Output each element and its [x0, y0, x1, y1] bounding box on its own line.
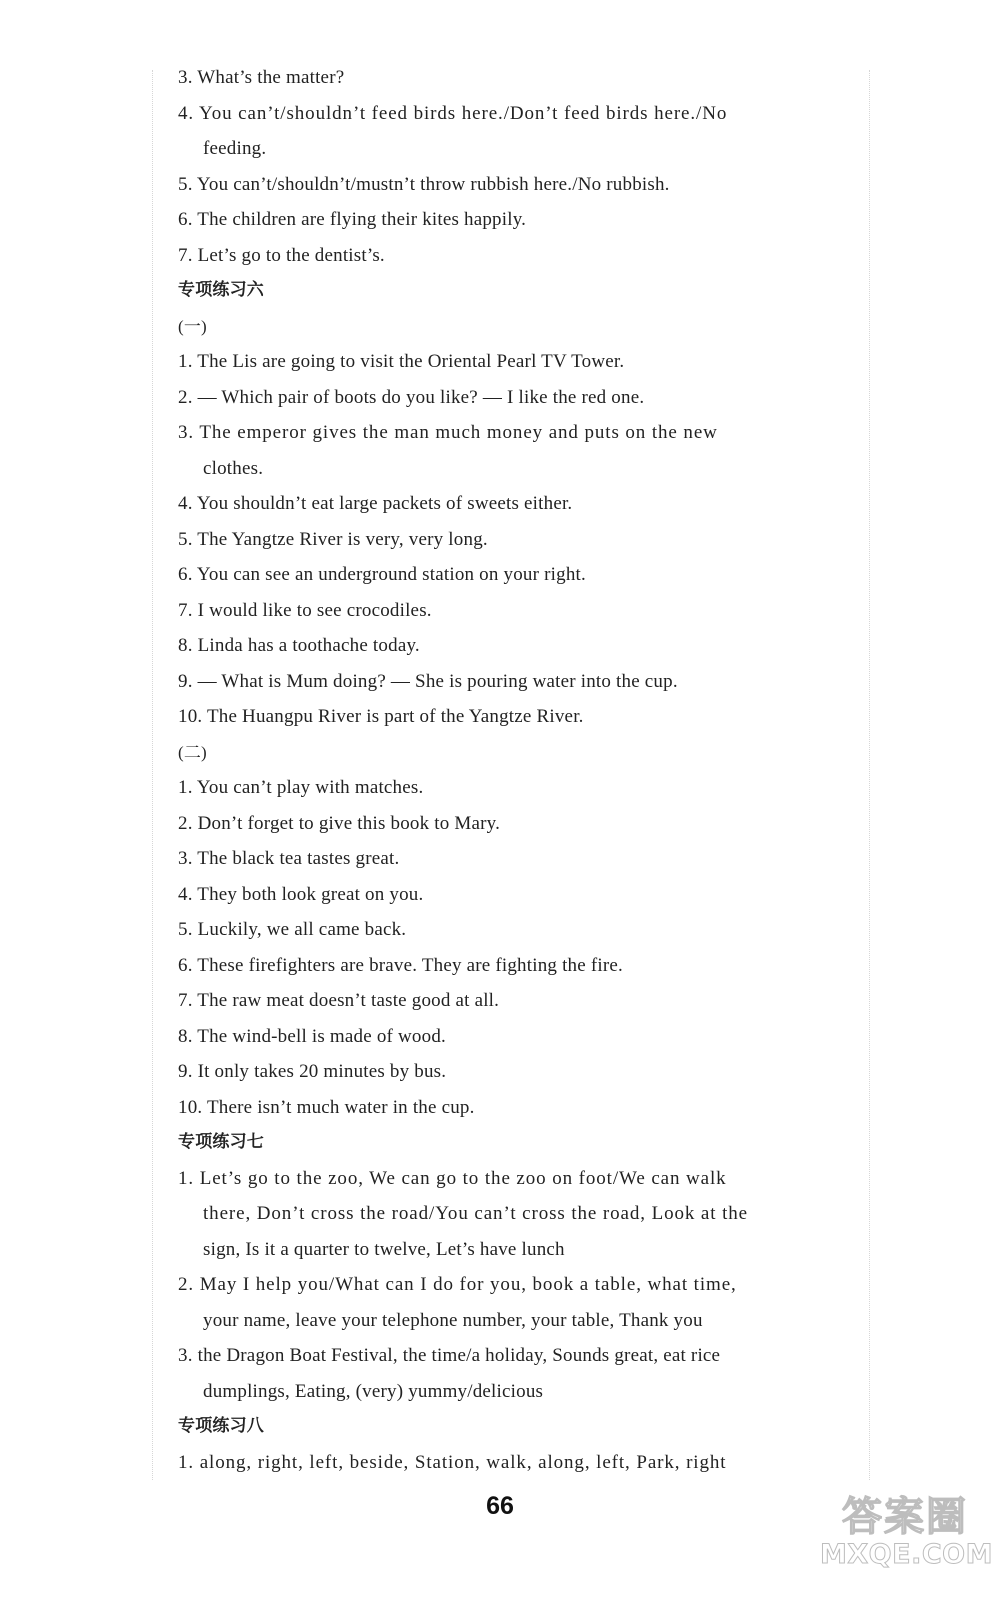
answer-line: 10. The Huangpu River is part of the Yangtze River. [178, 706, 584, 727]
answer-line: 7. Let’s go to the dentist’s. [178, 244, 385, 266]
section-heading: 专项练习八 [178, 1416, 264, 1436]
answer-line-continuation: clothes. [203, 457, 264, 479]
answer-line: 1. along, right, left, beside, Station, walk, along, left, Park, right [178, 1451, 727, 1473]
answer-line: 7. The raw meat doesn’t taste good at all. [178, 990, 500, 1011]
answer-line: 9. It only takes 20 minutes by bus. [178, 1061, 447, 1082]
answer-line: 8. The wind-bell is made of wood. [178, 1025, 446, 1047]
answer-line-continuation: your name, leave your telephone number, your table, Thank you [203, 1309, 703, 1331]
answer-line: 3. What’s the matter? [178, 67, 345, 88]
answer-line: 7. I would like to see crocodiles. [178, 599, 432, 621]
answer-content [178, 60, 833, 1480]
answer-line: 8. Linda has a toothache today. [178, 635, 420, 656]
section-heading: 专项练习七 [178, 1132, 264, 1152]
answer-line: 6. These firefighters are brave. They are fighting the fire. [178, 954, 623, 976]
watermark-url: MXQE.COM [820, 1539, 993, 1570]
answer-line: 1. You can’t play with matches. [178, 777, 424, 798]
subsection-label: (二) [178, 742, 207, 762]
left-margin-guide [152, 70, 153, 1480]
answer-line: 3. The black tea tastes great. [178, 848, 400, 869]
answer-line-continuation: dumplings, Eating, (very) yummy/delicious [203, 1380, 544, 1402]
answer-line: 1. The Lis are going to visit the Oriental Pearl TV Tower. [178, 351, 625, 372]
answer-line-continuation: feeding. [203, 138, 267, 159]
answer-line: 5. Luckily, we all came back. [178, 919, 407, 940]
answer-line: 6. You can see an underground station on your right. [178, 564, 586, 585]
answer-line: 2. Don’t forget to give this book to Mary. [178, 812, 501, 834]
subsection-label: (一) [178, 316, 207, 336]
answer-line: 5. The Yangtze River is very, very long. [178, 528, 488, 550]
answer-line: 1. Let’s go to the zoo, We can go to the zoo on foot/We can walk [178, 1167, 727, 1189]
answer-line: 2. May I help you/What can I do for you, book a table, what time, [178, 1274, 737, 1295]
section-heading: 专项练习六 [178, 280, 264, 300]
page-number: 66 [486, 1492, 514, 1520]
answer-line: 4. You can’t/shouldn’t feed birds here./Don’t feed birds here./No [178, 102, 728, 124]
answer-line-continuation: there, Don’t cross the road/You can’t cross the road, Look at the [203, 1203, 749, 1224]
watermark-glyphs: 答案圈 [842, 1494, 968, 1540]
answer-line: 9. — What is Mum doing? — She is pouring water into the cup. [178, 670, 678, 692]
watermark-logo [820, 1485, 993, 1585]
answer-line: 5. You can’t/shouldn’t/mustn’t throw rubbish here./No rubbish. [178, 173, 670, 195]
answer-line: 2. — Which pair of boots do you like? — I like the red one. [178, 386, 645, 408]
answer-line: 3. The emperor gives the man much money and puts on the new [178, 422, 718, 443]
answer-line: 4. You shouldn’t eat large packets of sweets either. [178, 493, 573, 514]
answer-line: 6. The children are flying their kites happily. [178, 209, 527, 230]
right-margin-guide [869, 70, 870, 1480]
answer-line-continuation: sign, Is it a quarter to twelve, Let’s have lunch [203, 1238, 565, 1260]
answer-line: 4. They both look great on you. [178, 883, 424, 905]
answer-line: 10. There isn’t much water in the cup. [178, 1096, 475, 1118]
answer-line: 3. the Dragon Boat Festival, the time/a holiday, Sounds great, eat rice [178, 1345, 721, 1366]
